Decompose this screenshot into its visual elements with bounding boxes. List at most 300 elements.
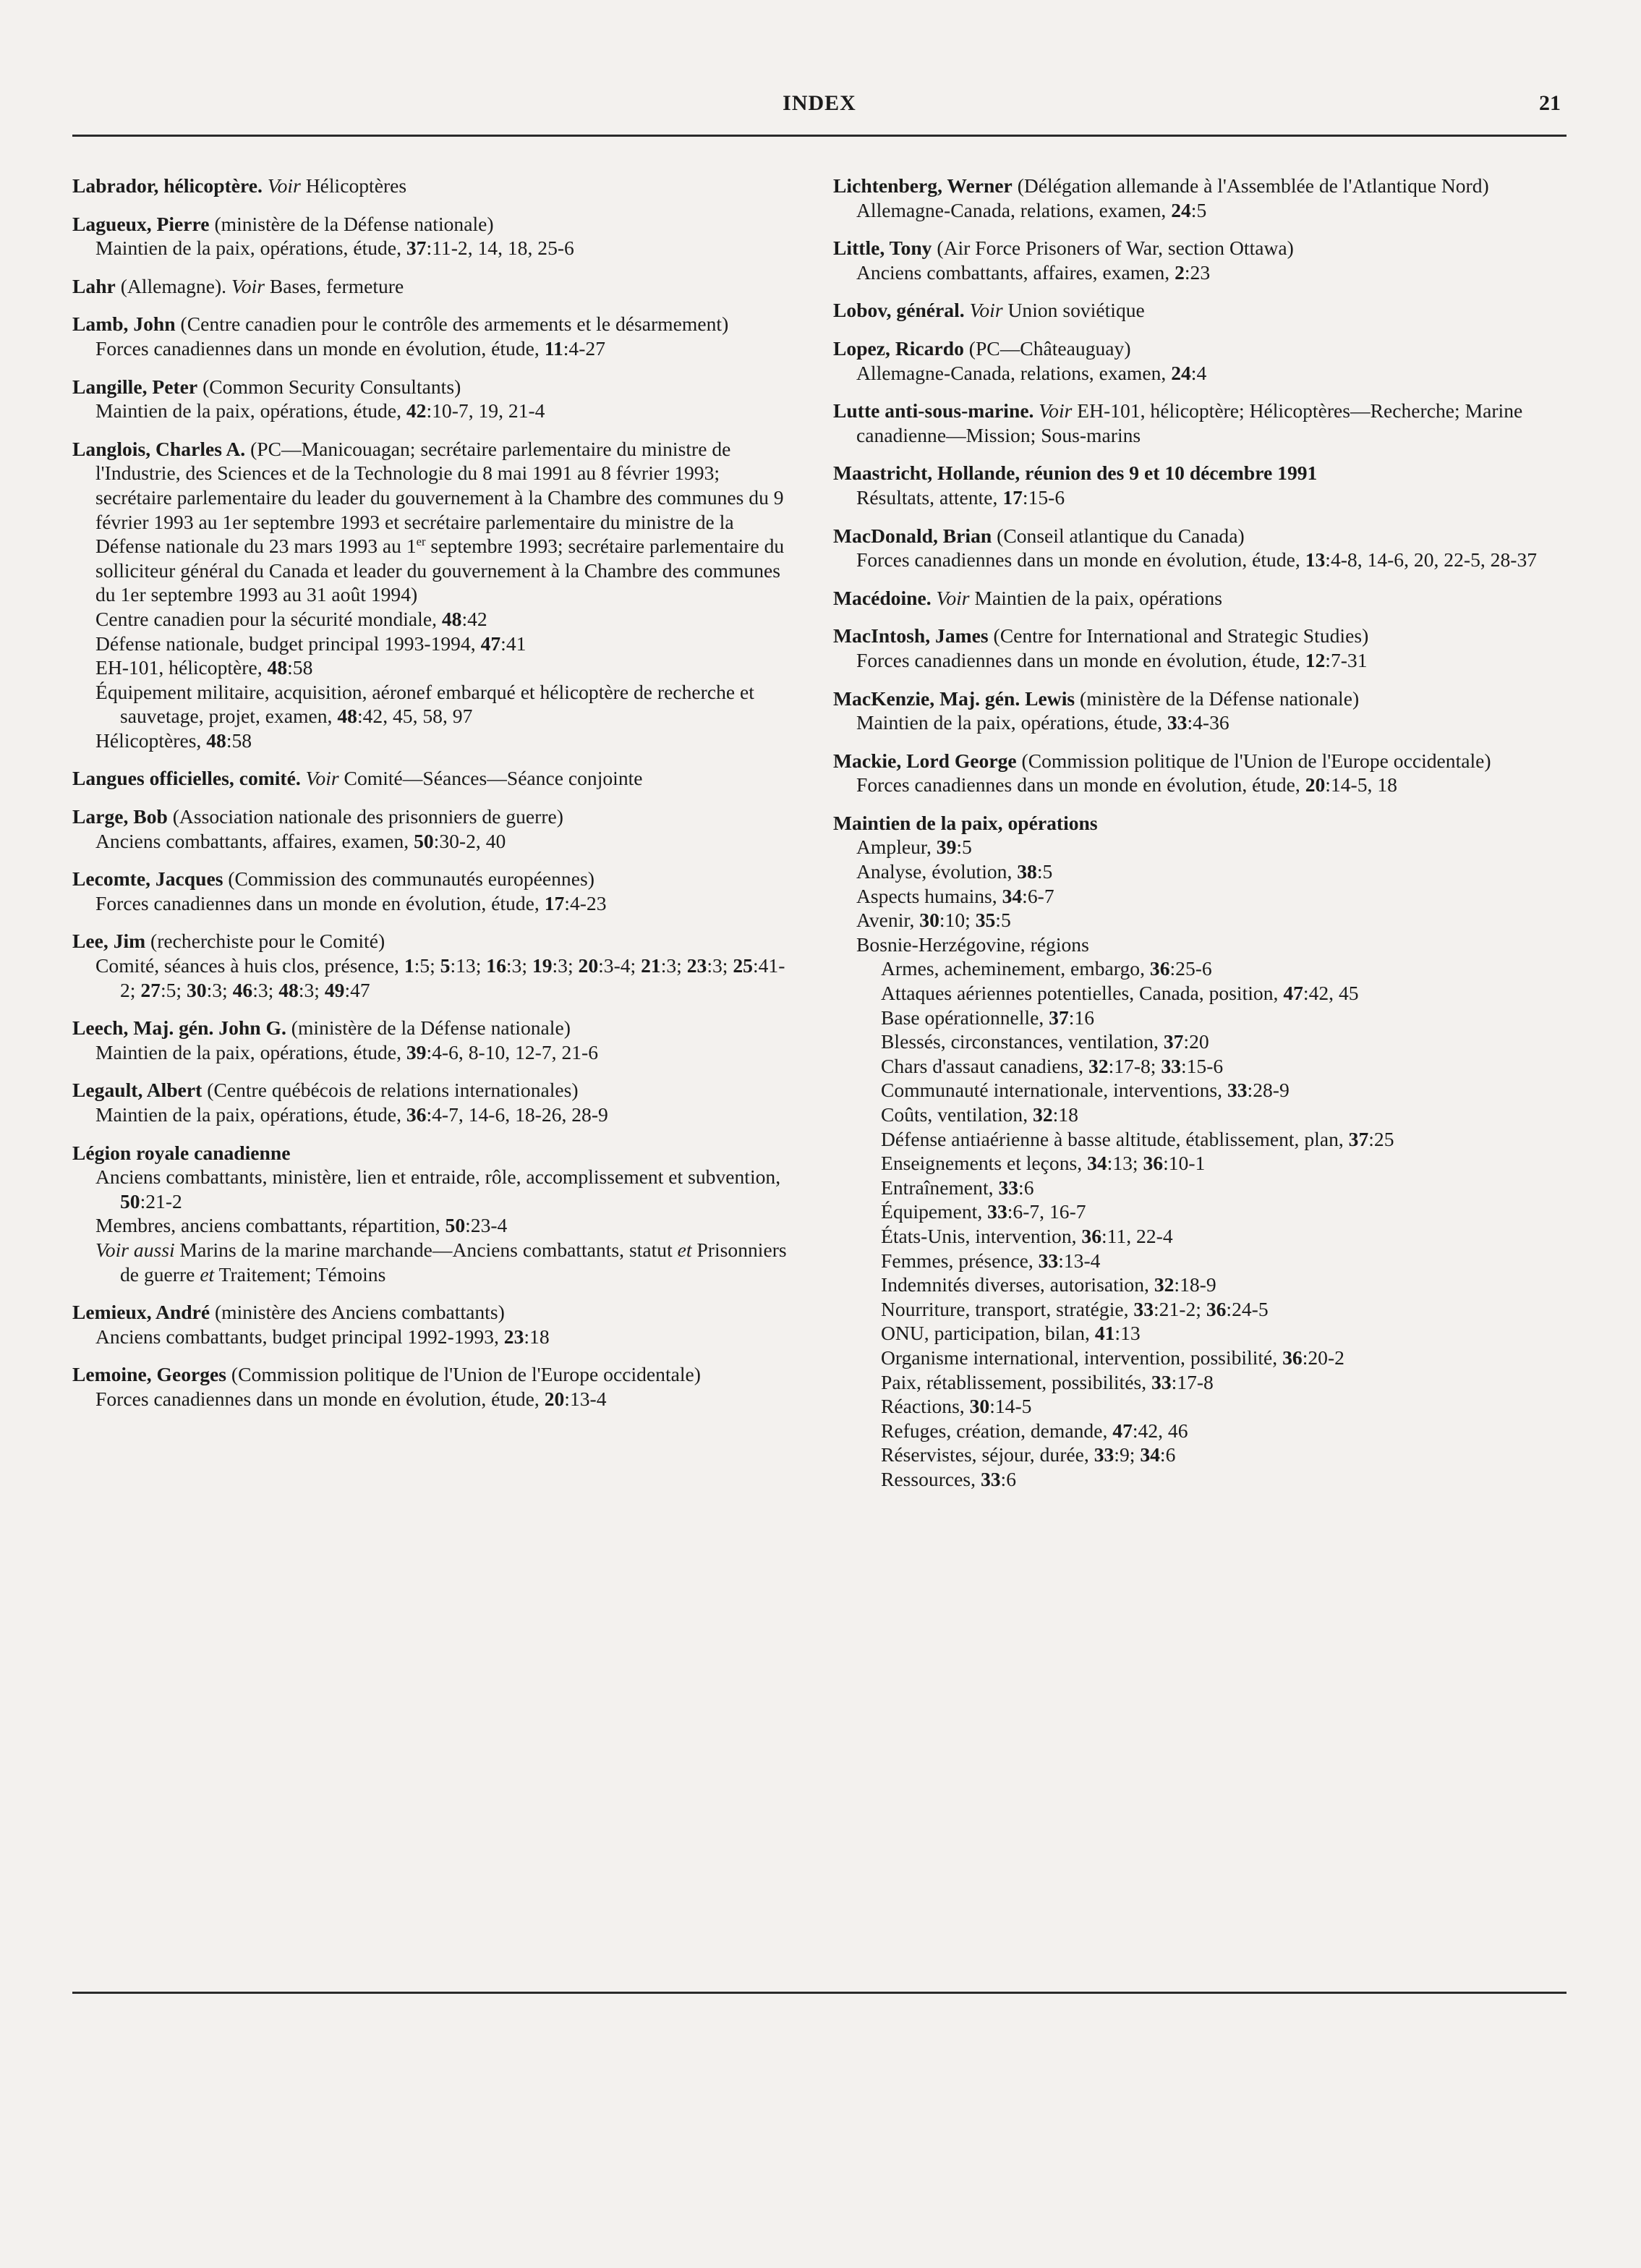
entry-heading	[833, 586, 1568, 611]
entry-nested-subheading	[833, 1029, 1568, 1054]
page-number: 21	[1539, 91, 1561, 115]
entry-text	[965, 299, 970, 321]
entry-heading	[833, 524, 1568, 548]
page-reference: 20	[1305, 773, 1326, 797]
cross-reference-keyword: Voir	[969, 299, 1003, 322]
entry-name: Langues officielles, comité.	[72, 767, 301, 790]
entry-text: Union soviétique	[1002, 299, 1145, 322]
entry-heading	[833, 399, 1568, 447]
index-entry	[72, 1362, 796, 1411]
entry-text: :10-1	[1163, 1152, 1206, 1175]
entry-text: :15-6	[1180, 1054, 1224, 1077]
entry-text: :6	[1000, 1467, 1017, 1490]
entry-text: Hélicoptères	[300, 174, 407, 197]
page-reference: 36	[1081, 1224, 1102, 1247]
entry-text: Forces canadiennes dans un monde en évolution, étude,	[856, 648, 1305, 671]
entry-text: Allemagne-Canada, relations, examen,	[856, 198, 1172, 221]
page-reference: 20	[578, 954, 599, 977]
entry-text: Aspects humains,	[856, 884, 1002, 907]
entry-text: (Centre for International and Strategic Studies)	[988, 624, 1369, 647]
entry-text: Avenir,	[856, 909, 920, 932]
entry-subheading	[833, 361, 1568, 386]
entry-name: Little, Tony	[833, 237, 932, 260]
entry-text: Allemagne-Canada, relations, examen,	[856, 361, 1172, 384]
index-entry	[72, 437, 796, 753]
entry-text: Nourriture, transport, stratégie,	[881, 1297, 1134, 1320]
entry-nested-subheading	[833, 1054, 1568, 1079]
index-entry	[72, 1016, 796, 1064]
entry-nested-subheading	[833, 1078, 1568, 1103]
entry-text: :3;	[660, 954, 687, 977]
entry-text: Maintien de la paix, opérations, étude,	[95, 399, 406, 422]
entry-text: Défense nationale, budget principal 1993-1994,	[95, 632, 481, 655]
entry-subheading	[72, 236, 796, 260]
page-reference: 23	[503, 1325, 524, 1348]
entry-text: (Centre canadien pour le contrôle des armements et le désarmement)	[175, 313, 729, 336]
entry-text: (Allemagne).	[115, 274, 231, 297]
entry-text: :3;	[506, 954, 532, 977]
entry-text: (Association nationale des prisonniers de guerre)	[167, 805, 563, 828]
cross-reference-keyword: et	[200, 1262, 215, 1286]
entry-text: (Commission des communautés européennes)	[223, 867, 594, 891]
entry-text: er	[416, 534, 426, 548]
entry-nested-subheading	[833, 956, 1568, 981]
entry-text: Organisme international, intervention, possibilité,	[881, 1346, 1283, 1369]
entry-text: :47	[344, 978, 370, 1001]
entry-text: :24-5	[1226, 1297, 1269, 1320]
page-reference: 50	[120, 1189, 140, 1212]
entry-text: Maintien de la paix, opérations, étude,	[95, 1040, 406, 1063]
page-header	[72, 91, 1567, 135]
entry-nested-subheading	[833, 1443, 1568, 1467]
entry-text: (recherchiste pour le Comité)	[145, 930, 385, 953]
page-reference: 2	[1175, 260, 1185, 284]
entry-text: Membres, anciens combattants, répartition,	[95, 1214, 446, 1237]
page-reference: 27	[140, 978, 161, 1001]
page-reference: 5	[440, 954, 451, 977]
entry-text: :42, 45	[1303, 982, 1359, 1005]
entry-text: Anciens combattants, ministère, lien et entraide, rôle, accomplissement et subvention,	[95, 1165, 781, 1189]
entry-subheading	[72, 1165, 796, 1213]
entry-name: Large, Bob	[72, 805, 168, 828]
page-reference: 35	[975, 909, 996, 932]
index-entry	[833, 586, 1568, 611]
entry-text	[263, 174, 268, 197]
entry-text: :14-5, 18	[1325, 773, 1397, 797]
entry-nested-subheading	[833, 1346, 1568, 1370]
entry-text: :42	[461, 607, 487, 630]
entry-text: :3;	[206, 978, 233, 1001]
entry-text: (Air Force Prisoners of War, section Ottawa)	[932, 237, 1294, 260]
page-reference: 17	[1002, 485, 1023, 509]
entry-text: septembre 1993; secrétaire parlementaire du solliciteur général du Canada et leader du gouvernement à la Chambre des communes du 1er septembre 1993 au 31 août 1994)	[95, 535, 785, 606]
page-reference: 33	[987, 1200, 1007, 1223]
page-reference: 36	[406, 1103, 427, 1126]
page-reference: 49	[324, 978, 345, 1001]
page-reference: 34	[1087, 1152, 1107, 1175]
index-entry	[833, 524, 1568, 572]
entry-text: Ampleur,	[856, 836, 937, 859]
entry-subheading	[72, 1103, 796, 1127]
entry-name: Lopez, Ricardo	[833, 336, 964, 360]
index-column-left	[72, 174, 796, 1425]
page-reference: 48	[337, 705, 357, 728]
index-entry	[72, 375, 796, 423]
entry-heading	[833, 298, 1568, 323]
entry-text: Ressources,	[881, 1467, 981, 1490]
entry-name: Maintien de la paix, opérations	[833, 811, 1098, 834]
entry-text: Traitement; Témoins	[214, 1262, 386, 1286]
page-title: INDEX	[783, 91, 856, 115]
page-reference: 37	[1163, 1030, 1184, 1053]
page-reference: 16	[486, 954, 506, 977]
page-reference: 30	[969, 1395, 990, 1418]
entry-heading	[72, 1016, 796, 1040]
entry-text: :4-6, 8-10, 12-7, 21-6	[426, 1040, 599, 1063]
entry-text: :4-36	[1187, 711, 1229, 734]
entry-nested-subheading	[833, 1467, 1568, 1492]
entry-subheading	[833, 835, 1568, 859]
index-entry	[833, 749, 1568, 797]
entry-name: Lutte anti-sous-marine.	[833, 399, 1034, 422]
page-reference: 11	[544, 336, 563, 360]
index-entries-right	[833, 174, 1568, 797]
entry-subheading	[72, 829, 796, 854]
page-reference: 42	[406, 399, 427, 422]
entry-name: Maastricht, Hollande, réunion des 9 et 10 décembre 1991	[833, 462, 1318, 485]
entry-nested-subheading	[833, 1127, 1568, 1152]
entry-text: Maintien de la paix, opérations, étude,	[95, 1103, 406, 1126]
entry-subheading	[833, 884, 1568, 909]
entry-text: :11-2, 14, 18, 25-6	[426, 237, 574, 260]
entry-name: Lamb, John	[72, 313, 176, 336]
entry-name: Langille, Peter	[72, 375, 198, 398]
page-reference: 34	[1140, 1443, 1160, 1466]
entry-heading	[72, 437, 796, 607]
page-reference: 39	[406, 1040, 427, 1063]
entry-text: Anciens combattants, budget principal 1992-1993,	[95, 1325, 504, 1348]
entry-heading	[72, 375, 796, 399]
entry-subheading	[833, 548, 1568, 572]
entry-text: Anciens combattants, affaires, examen,	[856, 260, 1175, 284]
page-reference: 12	[1305, 648, 1326, 671]
entry-subheading	[72, 680, 796, 729]
entry-text: :23	[1184, 260, 1211, 284]
entry-name: Lecomte, Jacques	[72, 867, 223, 891]
entry-text: :18-9	[1174, 1273, 1216, 1296]
entry-name: Lahr	[72, 274, 116, 297]
entry-text: :3;	[707, 954, 733, 977]
page-reference: 34	[1002, 884, 1023, 907]
entry-heading	[833, 624, 1568, 648]
entry-text: Femmes, présence,	[881, 1249, 1039, 1272]
page-reference: 41	[1094, 1322, 1115, 1345]
entry-text: :6-7	[1022, 884, 1054, 907]
entry-text: :21-2;	[1154, 1297, 1206, 1320]
entry-heading	[833, 236, 1568, 260]
entry-heading	[72, 766, 796, 791]
page-reference: 46	[232, 978, 253, 1001]
page-reference: 36	[1206, 1297, 1227, 1320]
entry-text: :4-8, 14-6, 20, 22-5, 28-37	[1325, 548, 1538, 572]
entry-text: Blessés, circonstances, ventilation,	[881, 1030, 1164, 1053]
entry-heading	[72, 312, 796, 336]
entry-text: Marins de la marine marchande—Anciens combattants, statut	[174, 1238, 678, 1261]
entry-name: Macédoine.	[833, 586, 932, 609]
entry-text: :17-8;	[1108, 1054, 1162, 1077]
entry-subheading	[72, 729, 796, 753]
entry-text: :18	[524, 1325, 550, 1348]
entry-subheading	[72, 632, 796, 656]
entry-heading	[833, 749, 1568, 773]
entry-heading	[72, 212, 796, 237]
entry-name: Lemoine, Georges	[72, 1363, 227, 1386]
entry-text: EH-101, hélicoptère; Hélicoptères—Recherche; Marine canadienne—Mission; Sous-marins	[856, 399, 1523, 446]
cross-reference-keyword: Voir	[1039, 399, 1073, 422]
index-entry	[72, 174, 796, 198]
entry-text: :3;	[252, 978, 279, 1001]
entry-text: :6	[1159, 1443, 1176, 1466]
entry-nested-subheading	[833, 1151, 1568, 1176]
entry-text: Forces canadiennes dans un monde en évolution, étude,	[95, 1387, 545, 1410]
entry-text: Maintien de la paix, opérations	[969, 586, 1222, 609]
entry-text: :11, 22-4	[1101, 1224, 1173, 1247]
entry-text: États-Unis, intervention,	[881, 1224, 1082, 1247]
entry-text: :5	[1036, 860, 1053, 883]
entry-subheading	[72, 1238, 796, 1286]
page-reference: 33	[1227, 1079, 1248, 1102]
entry-text: (ministère de la Défense nationale)	[286, 1016, 571, 1040]
page-reference: 47	[1112, 1419, 1133, 1442]
entry-nested-subheading	[833, 1006, 1568, 1030]
entry-nested-subheadings	[833, 956, 1568, 1491]
index-entry	[833, 624, 1568, 672]
entry-text: Analyse, évolution,	[856, 860, 1018, 883]
entry-text: (ministère des Anciens combattants)	[210, 1301, 505, 1324]
index-entry	[72, 212, 796, 260]
entry-subheading	[72, 399, 796, 423]
entry-heading	[833, 174, 1568, 198]
page-reference: 37	[1348, 1127, 1369, 1150]
entry-text: (PC—Manicouagan; secrétaire parlementaire du ministre de l'Industrie, des Sciences et de la Technologie du 8 mai 1991 au 8 février 1993; secrétaire parlementaire du leader du gouvernement à la Chambre des communes du 9 février 1993 au 1er septembre 1993 et secrétaire parlementaire du ministre de la Défense nationale du 23 mars 1993 au 1	[95, 437, 784, 558]
entry-text: :9;	[1114, 1443, 1141, 1466]
cross-reference-keyword: Voir aussi	[95, 1238, 175, 1261]
index-entry	[72, 766, 796, 791]
index-entry	[72, 1078, 796, 1126]
entry-subheading	[833, 198, 1568, 223]
entry-text: Anciens combattants, affaires, examen,	[95, 829, 414, 852]
page-reference: 13	[1305, 548, 1326, 572]
page-reference: 33	[1133, 1297, 1154, 1320]
entry-text	[932, 587, 937, 609]
entry-subheading	[72, 607, 796, 632]
entry-text: Paix, rétablissement, possibilités,	[881, 1370, 1152, 1393]
entry-name: MacIntosh, James	[833, 624, 989, 647]
page-reference: 17	[544, 891, 565, 914]
page-reference: 21	[641, 954, 661, 977]
entry-text	[301, 767, 306, 789]
entry-text: Centre canadien pour la sécurité mondiale,	[95, 607, 442, 630]
index-entry	[833, 298, 1568, 323]
entry-name: Legault, Albert	[72, 1079, 203, 1102]
entry-text: :13;	[450, 954, 487, 977]
entry-text: (ministère de la Défense nationale)	[1075, 687, 1360, 710]
entry-name: Leech, Maj. gén. John G.	[72, 1016, 286, 1040]
entry-heading	[72, 1300, 796, 1325]
entry-heading	[72, 1362, 796, 1387]
index-entry	[72, 867, 796, 915]
cross-reference-keyword: Voir	[305, 767, 339, 790]
page-reference: 30	[919, 909, 939, 932]
cross-reference-keyword: et	[677, 1238, 692, 1261]
entry-name: MacKenzie, Maj. gén. Lewis	[833, 687, 1075, 710]
entry-text: Réservistes, séjour, durée,	[881, 1443, 1094, 1466]
entry-heading	[72, 867, 796, 891]
entry-text: ONU, participation, bilan,	[881, 1322, 1095, 1345]
index-entry	[72, 1300, 796, 1349]
entry-text: Forces canadiennes dans un monde en évolution, étude,	[95, 336, 545, 360]
entry-text: :5	[995, 909, 1011, 932]
entry-nested-subheading	[833, 1419, 1568, 1443]
index-entry	[72, 1141, 796, 1287]
entry-heading	[72, 1141, 796, 1165]
entry-text: :4	[1190, 361, 1207, 384]
entry-subheading	[72, 1213, 796, 1238]
entry-text: (Conseil atlantique du Canada)	[992, 524, 1245, 547]
page-reference: 25	[733, 954, 753, 977]
entry-text: :5	[1190, 198, 1207, 221]
cross-reference-keyword: Voir	[231, 274, 265, 297]
page-reference: 33	[1038, 1249, 1059, 1272]
cross-reference-keyword: Voir	[936, 586, 970, 609]
entry-name: Lobov, général.	[833, 299, 965, 322]
entry-text: (Common Security Consultants)	[197, 375, 461, 398]
entry-text: :5;	[160, 978, 187, 1001]
entry-text: :3;	[298, 978, 325, 1001]
entry-text: :23-4	[465, 1214, 508, 1237]
entry-name: Mackie, Lord George	[833, 749, 1017, 772]
entry-subheading	[72, 1040, 796, 1065]
index-entry	[72, 312, 796, 360]
page-reference: 37	[406, 237, 427, 260]
page-reference: 47	[480, 632, 501, 655]
page-reference: 24	[1171, 361, 1191, 384]
index-entry	[72, 804, 796, 853]
entry-text: :6	[1018, 1176, 1034, 1199]
entry-text: :4-27	[563, 336, 606, 360]
entry-text: :21-2	[140, 1189, 182, 1212]
entry-text: Bases, fermeture	[264, 274, 404, 297]
entry-nested-subheading	[833, 1297, 1568, 1322]
cross-reference-keyword: Voir	[267, 174, 301, 197]
entry-text: :3-4;	[598, 954, 642, 977]
footer-rule	[72, 1992, 1567, 1994]
entry-text: Attaques aériennes potentielles, Canada, position,	[881, 982, 1284, 1005]
entry-text: Chars d'assaut canadiens,	[881, 1054, 1088, 1077]
page-reference: 48	[278, 978, 299, 1001]
entry-text: :41	[500, 632, 527, 655]
entry-nested-subheading	[833, 981, 1568, 1006]
page-reference: 32	[1154, 1273, 1175, 1296]
entry-text: Enseignements et leçons,	[881, 1152, 1088, 1175]
index-entry-maintien	[833, 811, 1568, 1492]
index-entry	[833, 687, 1568, 735]
entry-subheading	[72, 336, 796, 361]
entry-subheading	[72, 954, 796, 1002]
entry-text: Forces canadiennes dans un monde en évolution, étude,	[856, 773, 1305, 797]
entry-text: :30-2, 40	[433, 829, 506, 852]
entry-nested-subheading	[833, 1249, 1568, 1273]
entry-heading	[72, 274, 796, 299]
entry-text: Maintien de la paix, opérations, étude,	[856, 711, 1167, 734]
entry-text: Entraînement,	[881, 1176, 999, 1199]
entry-text: :5;	[414, 954, 440, 977]
entry-heading	[72, 1078, 796, 1103]
entry-text: Comité, séances à huis clos, présence,	[95, 954, 404, 977]
entry-nested-subheading	[833, 1394, 1568, 1419]
entry-text: :41-2;	[120, 954, 785, 1001]
entry-text: :58	[226, 729, 252, 752]
entry-subheading	[833, 485, 1568, 510]
page-reference: 33	[980, 1467, 1001, 1490]
entry-text: :28-9	[1247, 1079, 1290, 1102]
entry-name: Labrador, hélicoptère.	[72, 174, 263, 197]
entry-text: :7-31	[1325, 648, 1368, 671]
entry-text: Hélicoptères,	[95, 729, 207, 752]
page-reference: 33	[1161, 1054, 1181, 1077]
entry-subheading	[72, 1387, 796, 1411]
page-reference: 48	[206, 729, 226, 752]
entry-text: Résultats, attente,	[856, 485, 1003, 509]
page-reference: 32	[1033, 1103, 1053, 1126]
entry-text: Refuges, création, demande,	[881, 1419, 1113, 1442]
entry-text: :16	[1068, 1006, 1095, 1029]
entry-nested-subheading	[833, 1176, 1568, 1200]
entry-text: (Commission politique de l'Union de l'Europe occidentale)	[226, 1363, 701, 1386]
entry-text: (Commission politique de l'Union de l'Europe occidentale)	[1016, 749, 1491, 772]
entry-subheading	[72, 891, 796, 916]
entry-text: Forces canadiennes dans un monde en évolution, étude,	[856, 548, 1305, 572]
entry-text: :25	[1368, 1127, 1394, 1150]
entry-text: :5	[956, 836, 972, 859]
entry-text: (ministère de la Défense nationale)	[209, 212, 494, 235]
page-reference: 36	[1282, 1346, 1303, 1369]
page-reference: 48	[441, 607, 462, 630]
entry-heading	[72, 174, 796, 198]
page-reference: 33	[1167, 711, 1188, 734]
page-reference: 20	[544, 1387, 565, 1410]
entry-name: Lemieux, André	[72, 1301, 210, 1324]
page-reference: 50	[445, 1214, 466, 1237]
page-reference: 33	[998, 1176, 1019, 1199]
page-reference: 36	[1149, 957, 1170, 980]
entry-name: Légion royale canadienne	[72, 1141, 291, 1164]
header-rule	[72, 135, 1567, 137]
entry-text: :17-8	[1171, 1370, 1214, 1393]
entry-text: Maintien de la paix, opérations, étude,	[95, 237, 406, 260]
index-entry	[833, 236, 1568, 284]
page-reference: 39	[936, 836, 957, 859]
entry-subheading	[833, 859, 1568, 884]
entry-text: :18	[1052, 1103, 1078, 1126]
entry-name: Lee, Jim	[72, 930, 146, 953]
entry-text: Défense antiaérienne à basse altitude, établissement, plan,	[881, 1127, 1349, 1150]
page-reference: 24	[1171, 198, 1191, 221]
entry-subheading	[72, 655, 796, 680]
entry-text: :3;	[552, 954, 579, 977]
page-reference: 47	[1283, 982, 1303, 1005]
entry-nested-subheading	[833, 1321, 1568, 1346]
